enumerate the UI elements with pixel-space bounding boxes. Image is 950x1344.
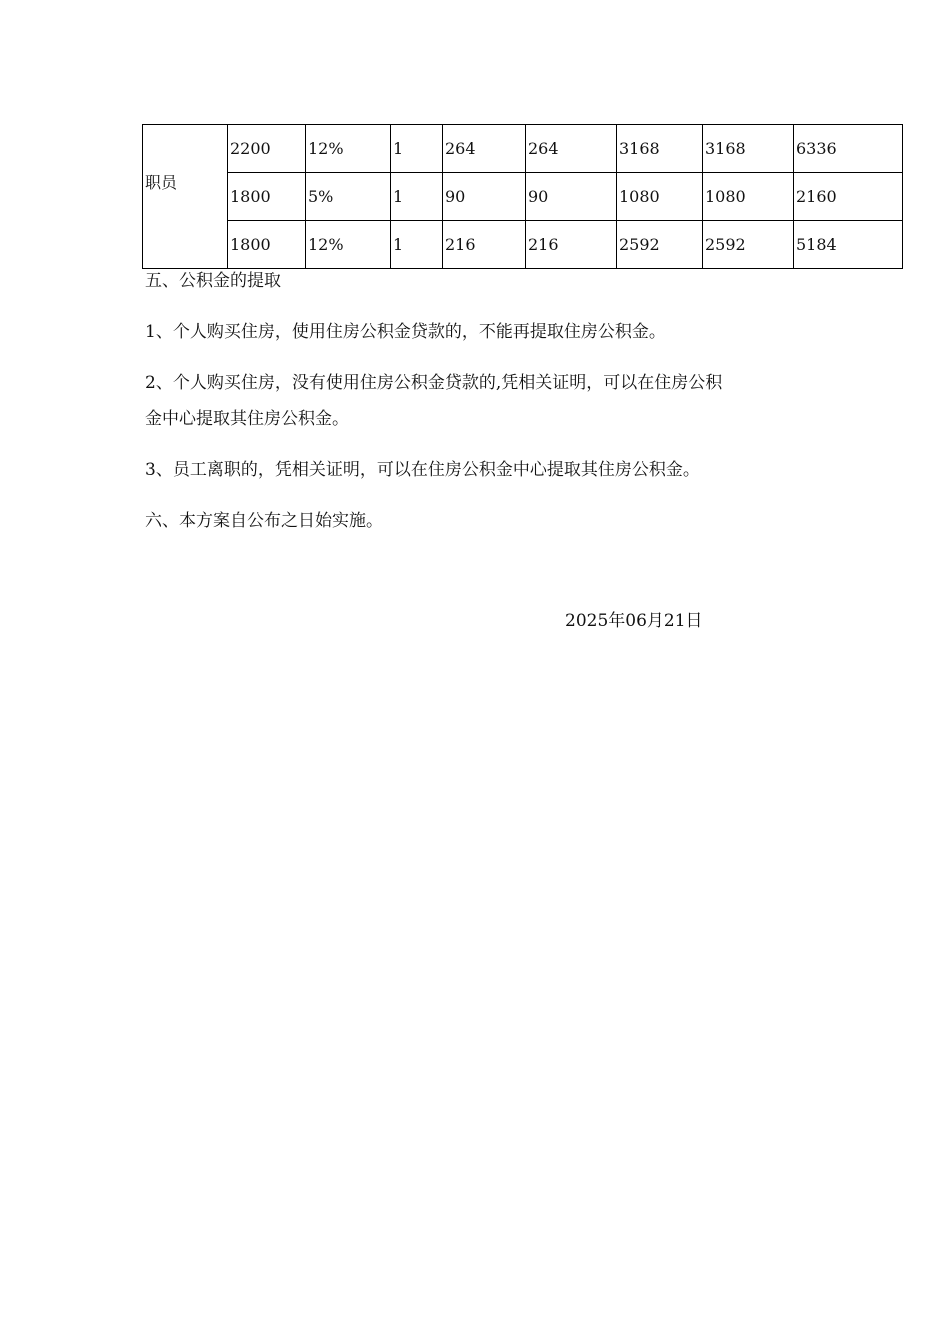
table-cell: 1 bbox=[391, 173, 443, 221]
table-cell: 264 bbox=[443, 125, 526, 173]
document-date: 2025年06月21日 bbox=[565, 611, 703, 631]
section-six-heading: 六、本方案自公布之日始实施。 bbox=[145, 511, 383, 531]
table-cell: 3168 bbox=[703, 125, 794, 173]
table-cell: 90 bbox=[526, 173, 617, 221]
table-cell: 2592 bbox=[703, 221, 794, 269]
table-cell: 90 bbox=[443, 173, 526, 221]
table-cell: 2592 bbox=[617, 221, 703, 269]
section-five-item-3: 3、员工离职的，凭相关证明，可以在住房公积金中心提取其住房公积金。 bbox=[145, 460, 700, 480]
table-row bbox=[143, 221, 903, 269]
section-five-item-2-line-1: 2、个人购买住房，没有使用住房公积金贷款的,凭相关证明，可以在住房公积 bbox=[145, 373, 723, 393]
table-cell: 5184 bbox=[794, 221, 903, 269]
table-row bbox=[143, 173, 903, 221]
table-cell: 1 bbox=[391, 125, 443, 173]
table-cell: 216 bbox=[443, 221, 526, 269]
table-cell: 1080 bbox=[617, 173, 703, 221]
section-five-item-1: 1、个人购买住房，使用住房公积金贷款的，不能再提取住房公积金。 bbox=[145, 322, 666, 342]
table-cell: 5% bbox=[306, 173, 391, 221]
table-cell: 1080 bbox=[703, 173, 794, 221]
section-five-item-2-line-2: 金中心提取其住房公积金。 bbox=[145, 409, 349, 429]
contribution-table bbox=[142, 124, 903, 269]
role-label: 职员 bbox=[145, 173, 178, 192]
table-cell: 2160 bbox=[794, 173, 903, 221]
table-cell: 1800 bbox=[228, 221, 306, 269]
section-five-heading: 五、公积金的提取 bbox=[145, 271, 281, 291]
role-cell bbox=[143, 125, 228, 269]
table-row bbox=[143, 125, 903, 173]
table-cell: 216 bbox=[526, 221, 617, 269]
table-cell: 1800 bbox=[228, 173, 306, 221]
table-cell: 12% bbox=[306, 125, 391, 173]
table-cell: 1 bbox=[391, 221, 443, 269]
table-cell: 12% bbox=[306, 221, 391, 269]
table-cell: 2200 bbox=[228, 125, 306, 173]
table-cell: 264 bbox=[526, 125, 617, 173]
table-cell: 6336 bbox=[794, 125, 903, 173]
table-cell: 3168 bbox=[617, 125, 703, 173]
